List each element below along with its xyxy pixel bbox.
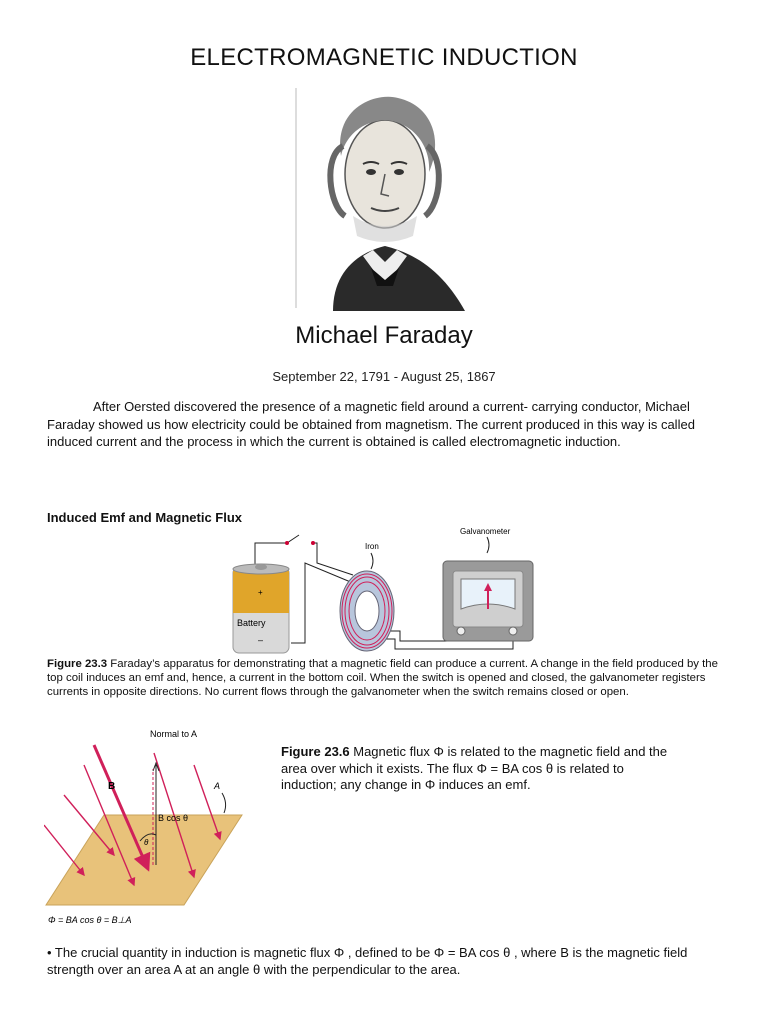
battery-plus-label: + <box>258 588 263 597</box>
galvanometer-label: Galvanometer <box>460 527 511 536</box>
figure-23-3-caption <box>47 657 723 699</box>
magnetic-flux-figure <box>44 725 254 935</box>
page-title: ELECTROMAGNETIC INDUCTION <box>190 44 578 71</box>
person-name: Michael Faraday <box>295 322 473 349</box>
flux-formula: Φ = BA cos θ = B⊥A <box>48 915 132 925</box>
figure-23-3-label: Figure 23.3 <box>47 658 108 670</box>
intro-paragraph: After Oersted discovered the presence of a magnetic field around a current- carrying conductor, Michael Faraday showed us how electricity could be obtained from magnetism. The current produced in this way is called induced current and the process in which the current is obtained is called electromagnetic induction. <box>47 399 695 449</box>
bullet-point: • The crucial quantity in induction is magnetic flux Φ , defined to be Φ = BA cos θ , where B is the magnetic field strength over an area A at an angle θ with the perpendicular to the area. <box>47 945 688 977</box>
person-dates: September 22, 1791 - August 25, 1867 <box>272 369 496 384</box>
figure-23-6-label: Figure 23.6 <box>281 744 350 759</box>
iron-label: Iron <box>365 542 379 551</box>
figure-23-6-text: Magnetic flux Φ is related to the magnetic field and the area over which it exists. The flux Φ = BA cos θ is related to induction; any change in Φ induces an emf. <box>281 744 668 792</box>
faraday-portrait <box>293 86 479 312</box>
area-label: A <box>214 781 221 791</box>
faraday-apparatus-figure <box>225 523 555 655</box>
section-heading: Induced Emf and Magnetic Flux <box>47 510 243 525</box>
normal-label: Normal to A <box>150 729 198 739</box>
b-cos-label: B cos θ <box>158 813 189 823</box>
b-vector-label: B <box>108 781 116 792</box>
battery-label: Battery <box>237 618 266 628</box>
theta-label: θ <box>144 838 149 847</box>
figure-23-6-caption <box>281 744 671 794</box>
figure-23-3-text: Faraday’s apparatus for demonstrating that a magnetic field can produce a current. A change in the field produced by the top coil induces an emf and, hence, a current in the bottom coil. When the switch is opened and closed, the galvanometer registers currents in opposite directions. No current flows through the galvanometer when the switch remains closed or open. <box>47 658 718 698</box>
battery-minus-label: – <box>258 635 264 645</box>
